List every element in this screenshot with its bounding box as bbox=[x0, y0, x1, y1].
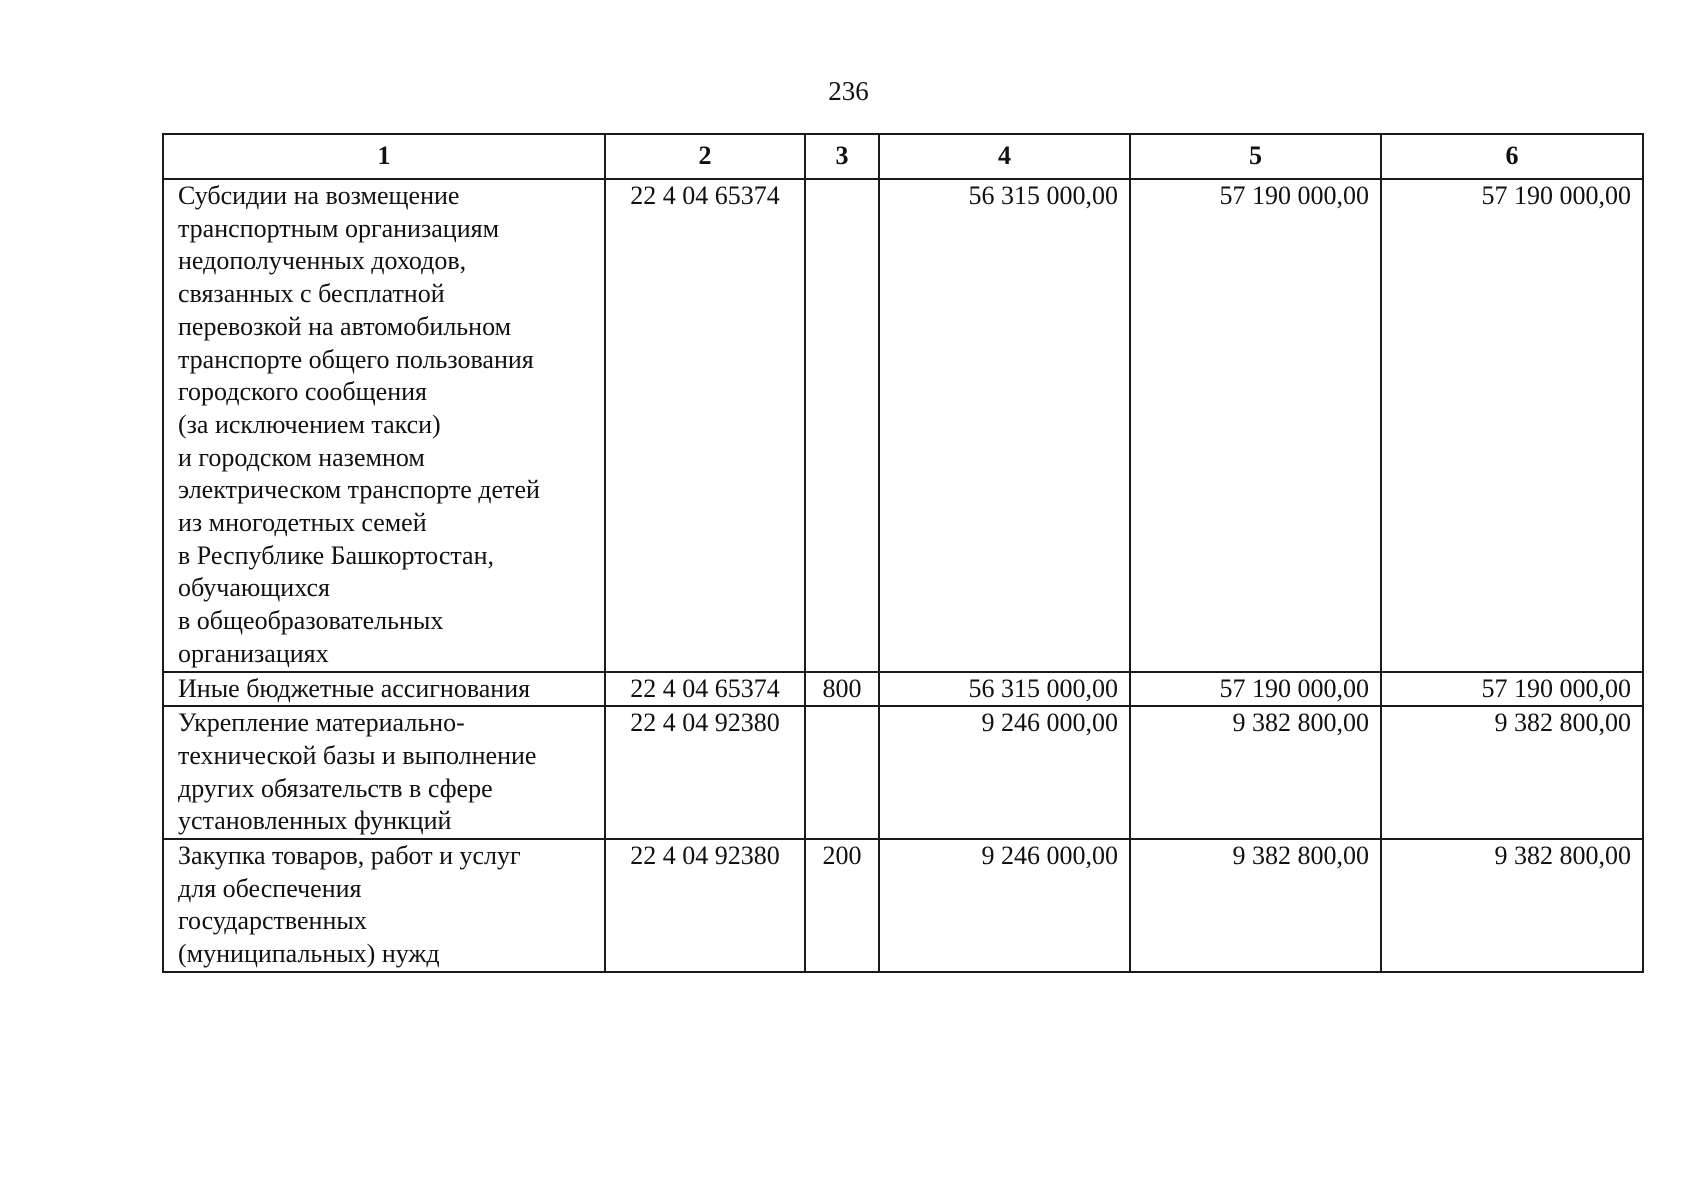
row-code: 22 4 04 65374 bbox=[630, 673, 780, 703]
budget-table bbox=[162, 133, 1644, 973]
row-value-6-cell bbox=[1381, 706, 1643, 839]
row-code-cell bbox=[605, 839, 805, 972]
column-header-6: 6 bbox=[1381, 134, 1643, 179]
row-value-5-cell bbox=[1130, 179, 1381, 672]
row-value-5: 57 190 000,00 bbox=[1219, 181, 1369, 210]
row-value-6-cell bbox=[1381, 672, 1643, 707]
row-type: 800 bbox=[822, 673, 862, 703]
row-value-5-cell bbox=[1130, 672, 1381, 707]
row-value-5: 9 382 800,00 bbox=[1232, 708, 1369, 738]
column-header-2: 2 bbox=[605, 134, 805, 179]
page-number: 236 bbox=[828, 76, 869, 106]
row-value-5-cell bbox=[1130, 706, 1381, 839]
table-row bbox=[163, 179, 1643, 672]
row-type-cell bbox=[805, 706, 879, 839]
table-row bbox=[163, 672, 1643, 707]
row-name: Субсидии на возмещение транспортным организациям недополученных доходов, связанных с бесплатной перевозкой на автомобильном транспорте общего пользования городского сообщения (за исключением такси) и городском наземном электрическом транспорте детей из многодетных семей в Республике Башкортостан, обучающихся в общеобразовательных организациях bbox=[178, 181, 540, 668]
row-code-cell bbox=[605, 179, 805, 672]
row-type: 200 bbox=[822, 841, 862, 871]
row-name: Закупка товаров, работ и услуг для обеспечения государственных (муниципальных) нужд bbox=[178, 841, 521, 969]
row-name-cell bbox=[163, 706, 605, 839]
row-code-cell bbox=[605, 672, 805, 707]
row-name-cell bbox=[163, 179, 605, 672]
row-value-4-cell bbox=[879, 179, 1130, 672]
row-value-5: 57 190 000,00 bbox=[1219, 673, 1369, 703]
row-name-cell bbox=[163, 839, 605, 972]
column-header-1: 1 bbox=[163, 134, 605, 179]
row-value-6: 9 382 800,00 bbox=[1494, 708, 1631, 738]
row-value-6: 57 190 000,00 bbox=[1481, 673, 1631, 703]
table-row bbox=[163, 706, 1643, 839]
row-value-5-cell bbox=[1130, 839, 1381, 972]
column-header-4: 4 bbox=[879, 134, 1130, 179]
row-value-4-cell bbox=[879, 672, 1130, 707]
row-type-cell bbox=[805, 672, 879, 707]
row-value-4-cell bbox=[879, 839, 1130, 972]
column-header-5: 5 bbox=[1130, 134, 1381, 179]
table-header-row bbox=[163, 134, 1643, 179]
row-value-4: 9 246 000,00 bbox=[981, 708, 1118, 738]
row-value-4: 56 315 000,00 bbox=[968, 673, 1118, 703]
row-value-6: 57 190 000,00 bbox=[1481, 181, 1631, 210]
row-code-cell bbox=[605, 706, 805, 839]
row-value-6-cell bbox=[1381, 179, 1643, 672]
row-name-cell bbox=[163, 672, 605, 707]
row-name: Иные бюджетные ассигнования bbox=[178, 673, 531, 703]
row-value-4-cell bbox=[879, 706, 1130, 839]
row-value-6-cell bbox=[1381, 839, 1643, 972]
row-value-4: 9 246 000,00 bbox=[981, 841, 1118, 871]
row-type-cell bbox=[805, 179, 879, 672]
row-code: 22 4 04 92380 bbox=[630, 708, 780, 738]
row-name: Укрепление материально- технической базы и выполнение других обязательств в сфере установленных функций bbox=[178, 708, 537, 836]
row-code: 22 4 04 92380 bbox=[630, 841, 780, 871]
row-value-4: 56 315 000,00 bbox=[968, 181, 1118, 210]
row-code: 22 4 04 65374 bbox=[630, 181, 780, 210]
row-type-cell bbox=[805, 839, 879, 972]
row-value-6: 9 382 800,00 bbox=[1494, 841, 1631, 871]
column-header-3: 3 bbox=[805, 134, 879, 179]
row-value-5: 9 382 800,00 bbox=[1232, 841, 1369, 871]
table-row bbox=[163, 839, 1643, 972]
